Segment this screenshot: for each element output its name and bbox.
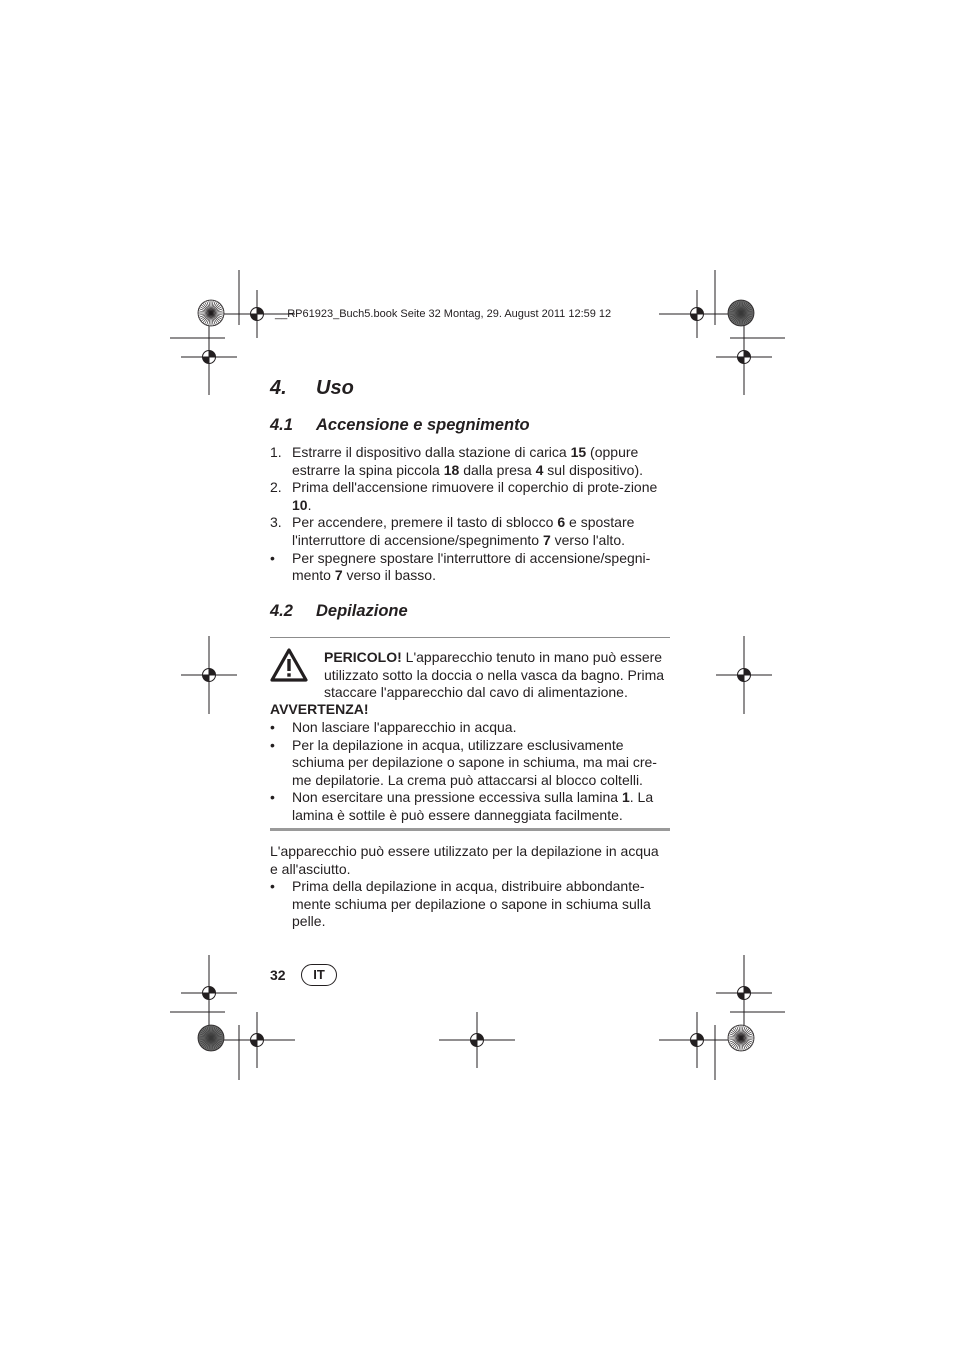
list-marker: • bbox=[270, 719, 275, 735]
warning-box-top-rule bbox=[270, 637, 670, 638]
list-marker: 1. bbox=[270, 444, 282, 460]
depilation-paragraph: L'apparecchio può essere utilizzato per la depilazione in acqua e all'asciutto. bbox=[270, 843, 659, 877]
list-text: verso l'alto. bbox=[550, 531, 625, 548]
language-badge: IT bbox=[301, 964, 337, 986]
list-item bbox=[270, 878, 670, 931]
crosshair-mark bbox=[716, 637, 772, 713]
list-text: Non esercitare una pressione eccessiva sulla lamina bbox=[292, 789, 622, 806]
list-item bbox=[270, 514, 670, 549]
reference-number: 15 bbox=[570, 444, 587, 460]
crosshair-mark bbox=[716, 319, 772, 395]
list-text: sul dispositivo). bbox=[543, 461, 643, 478]
list-item bbox=[270, 479, 670, 514]
section-title: Depilazione bbox=[316, 602, 408, 620]
list-item bbox=[270, 550, 670, 585]
list-text: . bbox=[307, 496, 312, 513]
crosshair-mark bbox=[439, 1012, 515, 1068]
starburst-mark bbox=[198, 300, 224, 326]
list-text: Non lasciare l'apparecchio in acqua. bbox=[292, 719, 517, 735]
list-text: Per la depilazione in acqua, utilizzare esclusivamente schiuma per depilazione o sapone in schiuma, ma mai cre-me depilatorie. La crema può attaccarsi al blocco coltelli. bbox=[292, 736, 657, 788]
page-number: 32 bbox=[270, 967, 286, 983]
warning-items-list bbox=[270, 719, 670, 825]
list-text: Estrarre il dispositivo dalla stazione di carica bbox=[292, 444, 571, 460]
chapter-number: 4. bbox=[270, 377, 287, 399]
reference-number: 4 bbox=[535, 461, 544, 478]
crosshair-mark bbox=[181, 637, 237, 713]
danger-notice bbox=[324, 649, 670, 702]
list-text: Per accendere, premere il tasto di sblocco bbox=[292, 514, 558, 531]
list-marker: 2. bbox=[270, 479, 282, 496]
list-marker: • bbox=[270, 878, 275, 894]
list-marker: • bbox=[270, 736, 275, 753]
danger-label: PERICOLO! bbox=[324, 649, 402, 665]
list-item bbox=[270, 444, 670, 479]
reference-number: 10 bbox=[292, 496, 308, 513]
list-text: Per spegnere spostare l'interruttore di accensione/spegni-mento bbox=[292, 549, 651, 584]
print-header-line: __RP61923_Buch5.book Seite 32 Montag, 29. August 2011 12:59 12 bbox=[275, 308, 612, 320]
crosshair-mark bbox=[716, 955, 772, 1031]
list-text: dalla presa bbox=[459, 461, 536, 478]
list-text: (oppure estrarre la spina piccola bbox=[292, 444, 639, 478]
warning-box-bottom-rule bbox=[270, 828, 670, 831]
danger-text: L'apparecchio tenuto in mano può essere utilizzato sotto la doccia o nella vasca da bagno. Prima staccare l'apparecchio dal cavo di alimentazione. bbox=[324, 649, 665, 701]
reference-number: 7 bbox=[334, 567, 343, 584]
section-title: Accensione e spegnimento bbox=[316, 416, 530, 434]
starburst-mark bbox=[728, 1025, 754, 1051]
list-item bbox=[270, 719, 670, 737]
chapter-title: Uso bbox=[316, 377, 354, 399]
list-text: . La lamina è sottile è può essere danneggiata facilmente. bbox=[292, 789, 654, 823]
chapter-heading bbox=[270, 377, 354, 400]
list-marker: 3. bbox=[270, 514, 282, 531]
section-number: 4.2 bbox=[270, 602, 293, 620]
list-marker: • bbox=[270, 549, 275, 566]
list-item bbox=[270, 789, 670, 824]
warning-label: AVVERTENZA! bbox=[270, 701, 369, 717]
reference-number: 7 bbox=[542, 531, 551, 548]
starburst-mark bbox=[728, 300, 754, 326]
section1-steps-list bbox=[270, 444, 670, 585]
section-heading-4-2 bbox=[270, 602, 408, 621]
starburst-mark bbox=[198, 1025, 224, 1051]
reference-number: 6 bbox=[557, 514, 566, 531]
reference-number: 1 bbox=[621, 789, 630, 806]
reference-number: 18 bbox=[443, 461, 460, 478]
list-text: e spostare l'interruttore di accensione/spegnimento bbox=[292, 514, 635, 548]
warning-triangle-icon bbox=[270, 648, 308, 682]
crosshair-mark bbox=[181, 955, 237, 1031]
section-number: 4.1 bbox=[270, 416, 293, 434]
list-item bbox=[270, 737, 670, 790]
crosshair-mark bbox=[219, 1012, 295, 1068]
list-text: Prima dell'accensione rimuovere il coperchio di prote-zione bbox=[292, 479, 658, 496]
crosshair-mark bbox=[659, 1012, 735, 1068]
crosshair-mark bbox=[659, 290, 735, 338]
list-text: Prima della depilazione in acqua, distribuire abbondante-mente schiuma per depilazione o sapone in schiuma sulla pelle. bbox=[292, 878, 651, 930]
crosshair-mark bbox=[181, 319, 237, 395]
list-text: verso il basso. bbox=[342, 567, 436, 584]
depilation-steps-list bbox=[270, 878, 670, 931]
section-heading-4-1 bbox=[270, 416, 530, 435]
list-marker: • bbox=[270, 789, 275, 806]
